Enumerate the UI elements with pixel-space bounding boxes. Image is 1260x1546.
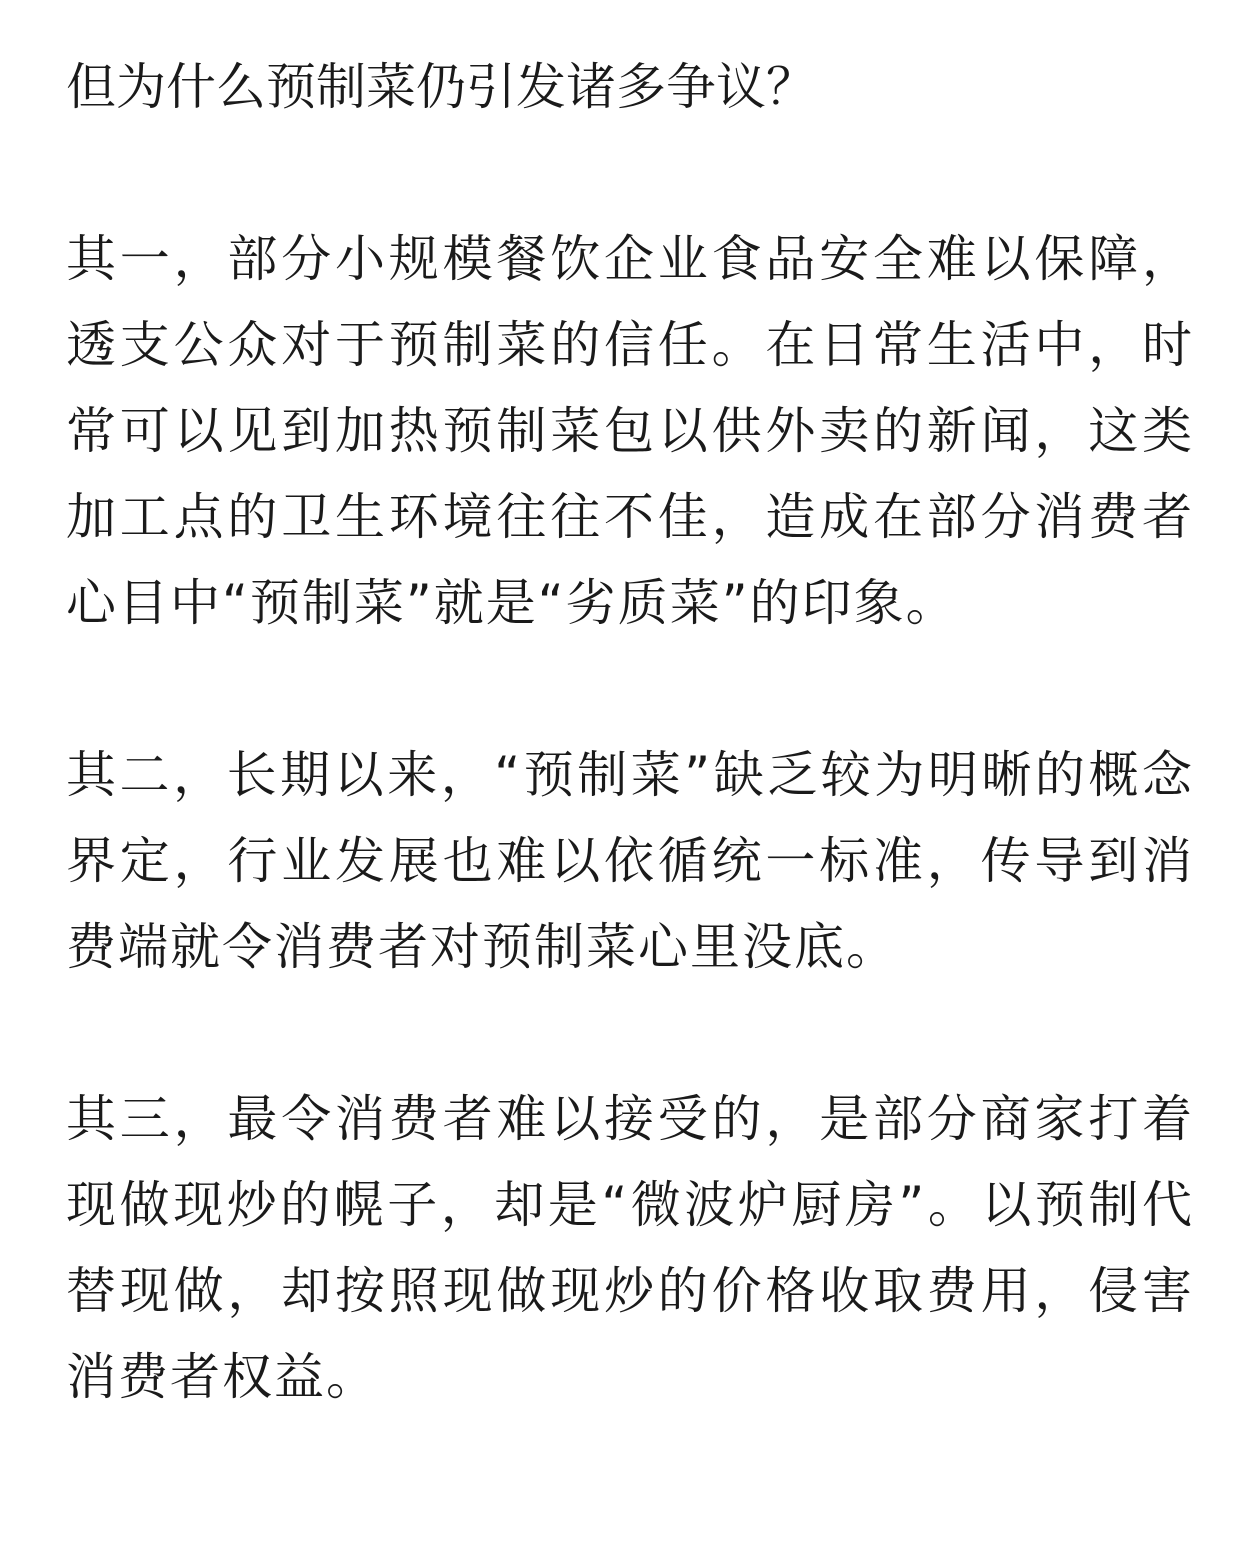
article-heading: 但为什么预制菜仍引发诸多争议？	[66, 58, 816, 116]
paragraph-third-reason: 其三，最令消费者难以接受的，是部分商家打着现做现炒的幌子，却是“微波炉厨房”。以预制代替现做，却按照现做现炒的价格收取费用，侵害消费者权益。	[66, 1090, 1194, 1406]
paragraph-second-reason: 其二，长期以来，“预制菜”缺乏较为明晰的概念界定，行业发展也难以依循统一标准，传导到消费端就令消费者对预制菜心里没底。	[66, 746, 1194, 976]
article-body	[66, 0, 1194, 1420]
paragraph-first-reason: 其一，部分小规模餐饮企业食品安全难以保障，透支公众对于预制菜的信任。在日常生活中，时常可以见到加热预制菜包以供外卖的新闻，这类加工点的卫生环境往往不佳，造成在部分消费者心目中“预制菜”就是“劣质菜”的印象。	[66, 230, 1194, 632]
